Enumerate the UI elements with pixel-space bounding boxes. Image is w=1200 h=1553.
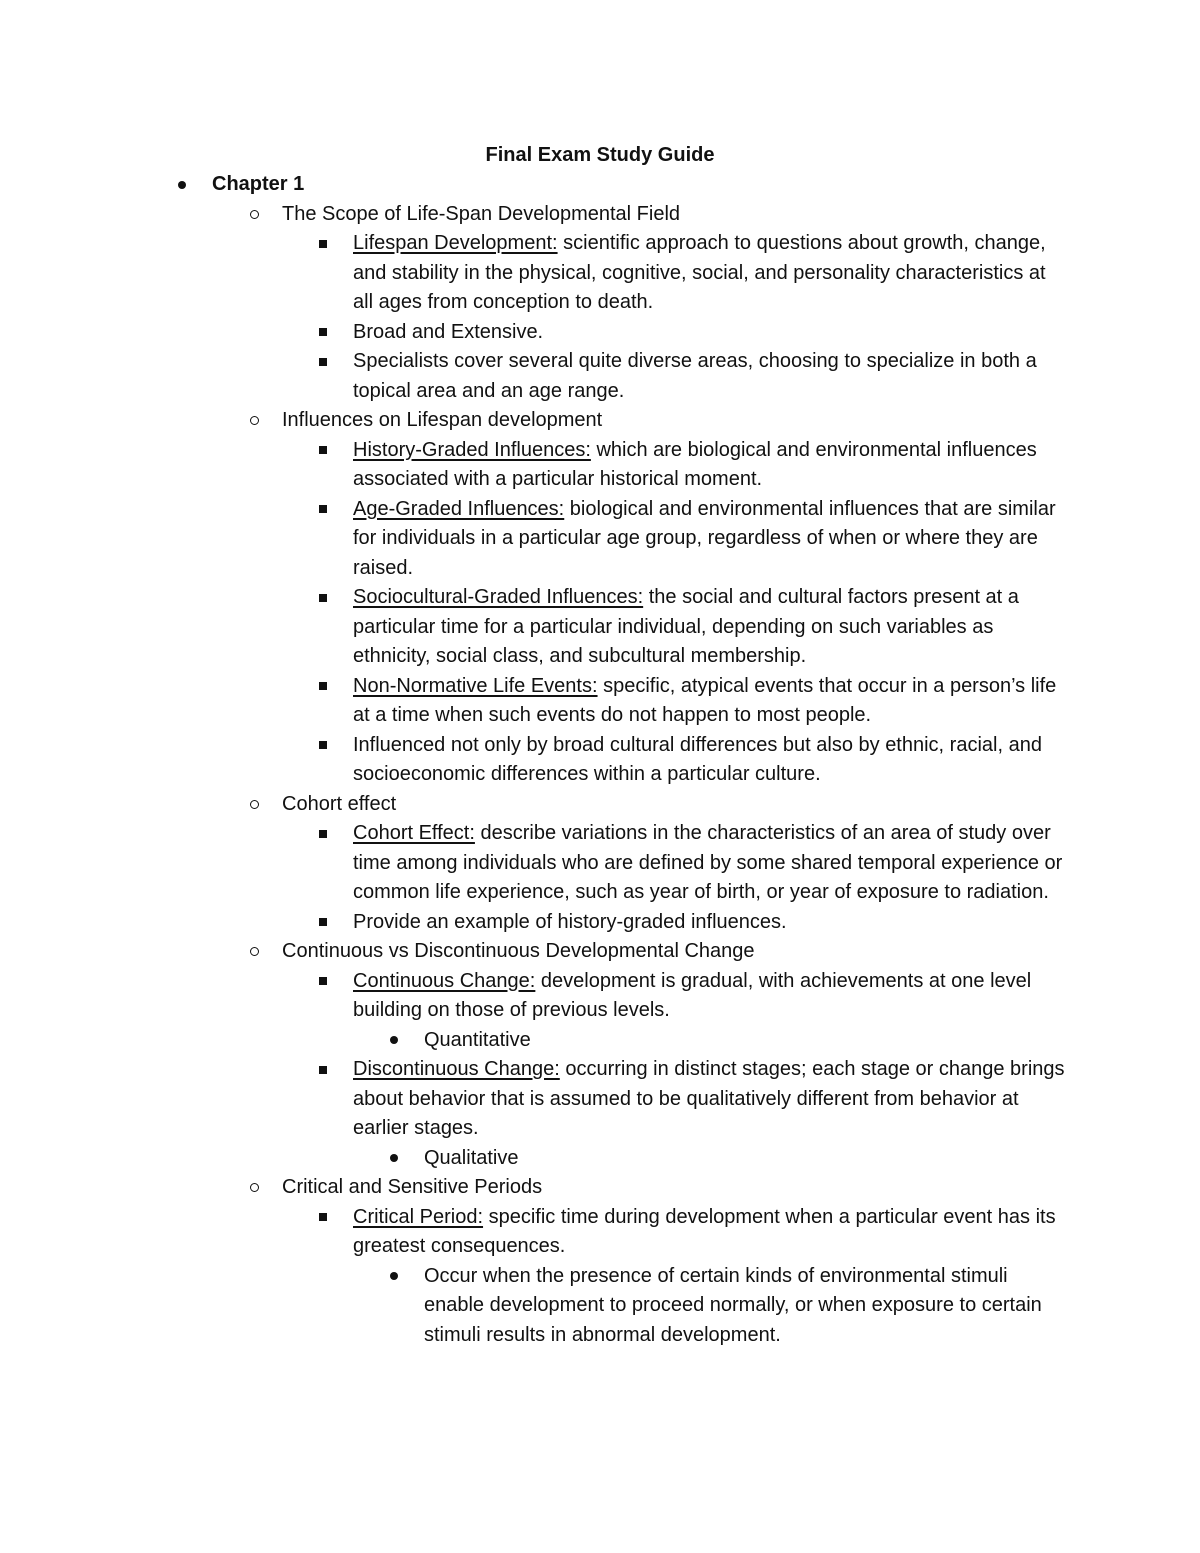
section-heading: The Scope of Life-Span Developmental Field — [282, 202, 681, 225]
definition-body: Specialists cover several quite diverse areas, choosing to specialize in both a topical area and an age range. — [353, 350, 1037, 402]
definition-body: occurring in distinct stages; each stage or change brings about behavior that is assumed to be qualitatively different from behavior at earlier stages. — [353, 1058, 1065, 1139]
section-heading: Continuous vs Discontinuous Developmental Change — [282, 940, 755, 962]
definition-text — [353, 583, 1065, 672]
sections-container — [0, 200, 1200, 1351]
section-heading-item — [0, 1173, 1200, 1203]
definition-term: Non-Normative Life Events: — [353, 674, 598, 697]
section-heading-item — [0, 200, 1200, 230]
bullet-square-icon — [313, 1055, 333, 1085]
definition-term: Lifespan Development: — [353, 232, 558, 254]
bullet-circle-icon — [244, 1173, 264, 1203]
section-heading-item — [0, 790, 1200, 820]
section-heading: Influences on Lifespan development — [282, 409, 603, 431]
definition-item — [0, 1203, 1200, 1262]
definition-body: biological and environmental influences that are similar for individuals in a particular age group, regardless of when or where they are raised. — [353, 497, 1056, 579]
bullet-square-icon — [313, 967, 333, 997]
definition-item — [0, 436, 1200, 495]
definition-text — [353, 229, 1065, 318]
bullet-square-icon — [313, 731, 333, 761]
definition-text — [353, 731, 1065, 790]
definition-text — [353, 318, 1065, 348]
bullet-square-icon — [313, 672, 333, 702]
bullet-square-icon — [313, 908, 333, 938]
definition-item — [0, 495, 1200, 584]
definition-term: History-Graded Influences: — [353, 438, 591, 461]
bullet-circle-icon — [244, 790, 264, 820]
document-title: Final Exam Study Guide — [485, 144, 715, 166]
definition-body: describe variations in the characteristics of an area of study over time among individuals who are defined by some shared temporal experience or common life experience, such as year of birth, or year of exposure to radiation. — [353, 822, 1063, 903]
definition-item — [0, 908, 1200, 938]
definition-body: scientific approach to questions about growth, change, and stability in the physical, cognitive, social, and personality characteristics at all ages from conception to death. — [353, 232, 1046, 313]
definition-text — [353, 436, 1065, 495]
outline-list — [0, 170, 1200, 1350]
bullet-square-icon — [313, 583, 333, 613]
sub-item — [0, 1144, 1200, 1174]
definition-item — [0, 318, 1200, 348]
section-heading-item — [0, 406, 1200, 436]
bullet-circle-icon — [244, 200, 264, 230]
bullet-square-icon — [313, 229, 333, 259]
definition-text — [353, 1055, 1065, 1144]
chapter-item — [0, 170, 1200, 200]
definition-item — [0, 819, 1200, 908]
definition-item — [0, 347, 1200, 406]
definition-text — [353, 819, 1065, 908]
bullet-square-icon — [313, 1203, 333, 1233]
definition-body: which are biological and environmental influences associated with a particular historical moment. — [353, 438, 1037, 490]
sub-item — [0, 1262, 1200, 1351]
definition-body: specific, atypical events that occur in a person’s life at a time when such events do not happen to most people. — [353, 674, 1057, 726]
section-heading: Critical and Sensitive Periods — [282, 1176, 543, 1198]
definition-item — [0, 967, 1200, 1026]
bullet-circle-icon — [244, 406, 264, 436]
definition-body: Influenced not only by broad cultural differences but also by ethnic, racial, and socioeconomic differences within a particular culture. — [353, 733, 1042, 785]
bullet-dot-icon — [384, 1262, 404, 1292]
definition-body: the social and cultural factors present at a particular time for a particular individual, depending on such variables as ethnicity, social class, and subcultural membership. — [353, 586, 1019, 667]
bullet-square-icon — [313, 347, 333, 377]
definition-term: Age-Graded Influences: — [353, 497, 565, 520]
bullet-square-icon — [313, 436, 333, 466]
definition-text — [353, 908, 1065, 938]
bullet-square-icon — [313, 495, 333, 525]
sub-item-text: Qualitative — [424, 1146, 519, 1169]
definition-text — [353, 347, 1065, 406]
chapter-heading: Chapter 1 — [212, 173, 305, 195]
sub-item-text: Quantitative — [424, 1028, 531, 1051]
sub-item — [0, 1026, 1200, 1056]
definition-text — [353, 967, 1065, 1026]
bullet-dot-icon — [172, 170, 192, 200]
definition-term: Sociocultural-Graded Influences: — [353, 586, 644, 608]
definition-item — [0, 672, 1200, 731]
definition-term: Cohort Effect: — [353, 822, 475, 844]
definition-item — [0, 1055, 1200, 1144]
definition-text — [353, 672, 1065, 731]
bullet-circle-icon — [244, 937, 264, 967]
definition-term: Continuous Change: — [353, 969, 536, 992]
bullet-dot-icon — [384, 1144, 404, 1174]
definition-body: Broad and Extensive. — [353, 320, 544, 343]
bullet-dot-icon — [384, 1026, 404, 1056]
sub-item-text: Occur when the presence of certain kinds of environmental stimuli enable development to proceed normally, or when exposure to certain stimuli results in abnormal development. — [424, 1264, 1042, 1346]
definition-body: Provide an example of history-graded influences. — [353, 910, 787, 933]
definition-term: Critical Period: — [353, 1205, 484, 1228]
definition-body: specific time during development when a particular event has its greatest consequences. — [353, 1205, 1056, 1257]
bullet-square-icon — [313, 318, 333, 348]
definition-term: Discontinuous Change: — [353, 1058, 560, 1080]
definition-body: development is gradual, with achievements at one level building on those of previous levels. — [353, 969, 1032, 1021]
definition-text — [353, 1203, 1065, 1262]
definition-text — [353, 495, 1065, 584]
definition-item — [0, 583, 1200, 672]
bullet-square-icon — [313, 819, 333, 849]
section-heading-item — [0, 937, 1200, 967]
definition-item — [0, 731, 1200, 790]
definition-item — [0, 229, 1200, 318]
section-heading: Cohort effect — [282, 792, 397, 815]
